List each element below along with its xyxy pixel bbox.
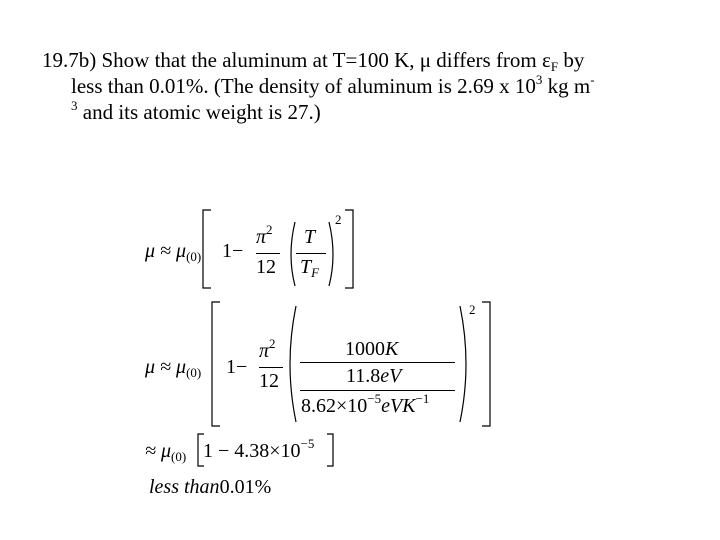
- eq4-value: 0.01%: [219, 476, 272, 498]
- problem-statement: [42, 47, 692, 125]
- eq2-left-bracket: [211, 302, 221, 428]
- superscript: 3: [535, 72, 543, 87]
- eq3-body: $1 - 4.38\times 10^{-5}$: [203, 436, 315, 462]
- eq2-mid-numerator: 11.8eV: [346, 365, 402, 387]
- eq3-right-bracket: [326, 434, 334, 468]
- eq2-main-fraction-bar: [300, 362, 455, 363]
- eq1-one-minus: 1−: [222, 240, 244, 262]
- equation-4: [149, 476, 271, 499]
- subscript: (0): [171, 449, 187, 464]
- problem-text: less than 0.01%. (The density of aluminum is 2.69 x 10: [71, 74, 536, 98]
- problem-text: kg m: [542, 74, 591, 98]
- eq1-left-bracket: [202, 210, 212, 290]
- superscript: 3: [71, 98, 78, 113]
- superscript: -: [590, 72, 595, 87]
- eq1-pi-fraction: $\pi^2$ 12: [256, 226, 280, 282]
- problem-line-1: [42, 47, 692, 73]
- eq2-top-numerator: 1000K: [345, 338, 399, 360]
- eq2-one-minus: 1−: [226, 356, 248, 378]
- subscript: (0): [186, 249, 202, 264]
- eq1-exponent: 2: [335, 212, 342, 227]
- eq1-right-bracket: [344, 210, 354, 290]
- eq2-right-bracket: [481, 302, 491, 428]
- eq1-t-fraction: T $T_F$: [296, 226, 326, 282]
- eq1-left-paren: [286, 222, 296, 288]
- subscript: (0): [186, 365, 202, 380]
- problem-line-2: [42, 73, 692, 99]
- eq2-pi-fraction: $\pi^2$ 12: [259, 340, 283, 396]
- eq3-lhs: ≈ $\mu_{(0)}$: [145, 440, 187, 464]
- eq2-exponent: 2: [469, 302, 476, 317]
- eq2-denominator: $8.62\times 10^{-5}eVK^{-1}$: [301, 391, 430, 417]
- eq2-lhs: $\mu \approx \mu_{(0)}$: [145, 356, 202, 380]
- problem-text: 19.7b) Show that the aluminum at T=100 K, μ differs from ε: [42, 48, 551, 72]
- eq2-right-paren: [458, 306, 472, 424]
- eq1-lhs: $\mu \approx \mu_{(0)}$: [145, 240, 202, 264]
- problem-text: and its atomic weight is 27.): [77, 100, 321, 124]
- eq2-left-paren: [284, 306, 298, 424]
- eq1-right-paren: [328, 222, 338, 288]
- subscript: F: [550, 59, 559, 74]
- problem-text: by: [558, 48, 585, 72]
- eq4-words: less than: [149, 476, 220, 498]
- problem-line-3: [42, 99, 692, 125]
